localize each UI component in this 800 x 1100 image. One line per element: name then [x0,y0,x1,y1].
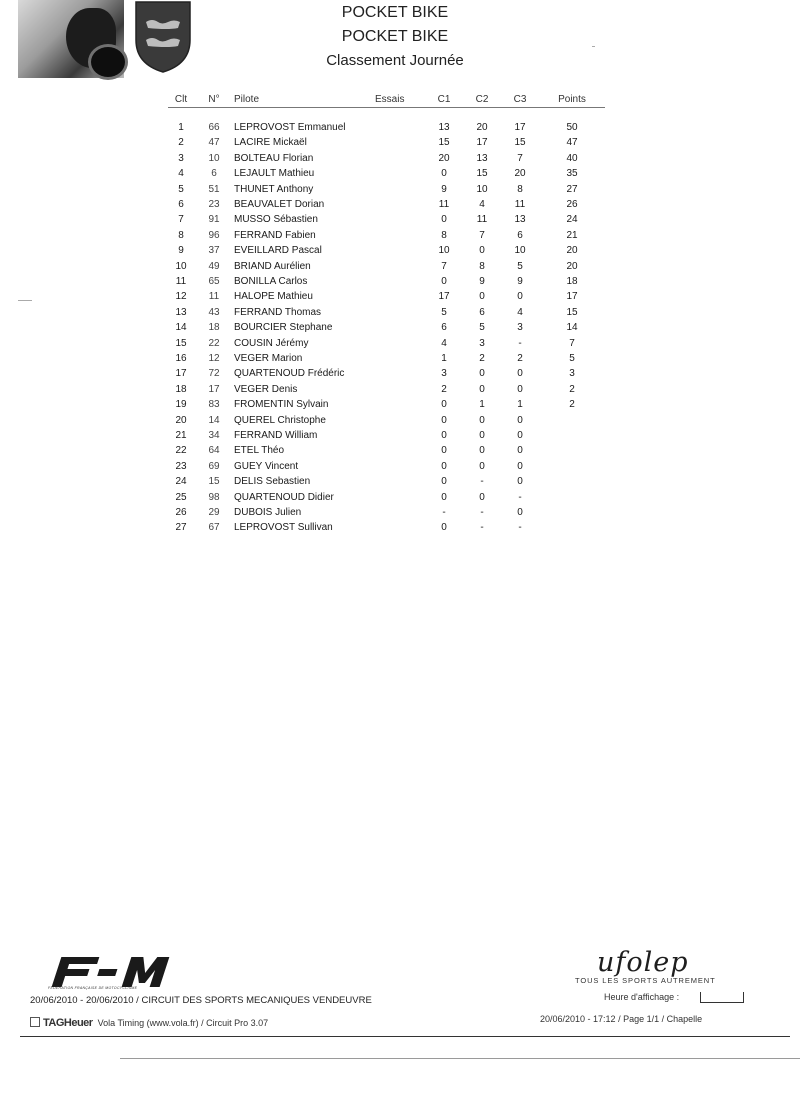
normandy-crest-icon [134,0,192,74]
table-row [0,382,800,397]
cell-pilote: QUARTENOUD Didier [234,491,334,503]
col-header-c3: C3 [513,94,527,105]
table-row [0,320,800,335]
cell-pilote: BONILLA Carlos [234,276,308,287]
header-rule [168,107,605,108]
cell-num: 51 [208,183,220,195]
col-header-points: Points [558,94,586,105]
cell-c3: 10 [514,245,526,257]
cell-num: 64 [208,445,220,457]
table-row [0,459,800,474]
cell-num: 11 [208,291,220,303]
cell-points: 27 [566,183,578,195]
cell-points: 20 [566,260,578,272]
table-row [0,428,800,443]
cell-pilote: EVEILLARD Pascal [234,245,322,257]
cell-c1: 2 [441,383,447,395]
cell-num: 67 [208,522,220,534]
cell-c1: 0 [441,476,447,488]
cell-pilote: BOLTEAU Florian [234,152,314,164]
cell-points: 24 [566,214,578,226]
cell-points: 5 [569,353,575,364]
cell-pilote: DUBOIS Julien [234,507,302,518]
cell-c1: 4 [441,337,447,349]
cell-c3: 0 [517,460,523,472]
cell-pilote: FERRAND Fabien [234,229,316,241]
cell-c3: 0 [517,291,523,303]
cell-clt: 11 [175,276,187,287]
cell-c2: 15 [476,168,488,180]
cell-num: 72 [208,368,220,380]
title-2: POCKET BIKE [341,28,449,45]
cell-clt: 14 [175,322,187,334]
cell-pilote: QUEREL Christophe [234,414,326,426]
cell-clt: 6 [178,199,184,210]
cell-c1: 1 [441,353,447,364]
cell-clt: 2 [178,137,184,149]
cell-c2: 6 [479,306,485,318]
cell-points: 35 [566,168,578,180]
table-row [0,212,800,227]
cell-c1: 17 [438,291,450,303]
cell-c1: 0 [441,276,447,287]
cell-c1: 9 [441,183,447,195]
cell-c2: 7 [479,229,485,241]
cell-c3: 6 [517,229,523,241]
cell-c2: 0 [479,491,485,503]
cell-pilote: VEGER Marion [234,353,303,364]
cell-c1: 0 [441,214,447,226]
cell-c1: 3 [441,368,447,380]
cell-c1: 5 [441,306,447,318]
bike-wheel [88,44,128,80]
cell-num: 10 [208,152,220,164]
cell-c2: 2 [479,353,485,364]
cell-c1: 0 [441,430,447,441]
cell-points: 18 [566,276,578,287]
table-row [0,397,800,412]
table-row [0,366,800,381]
cell-clt: 3 [178,152,184,164]
print-info: 20/06/2010 - 17:12 / Page 1/1 / Chapelle [540,1014,703,1024]
cell-points: 15 [566,306,578,318]
cell-c1: 15 [438,137,450,149]
cell-pilote: VEGER Denis [234,383,298,395]
cell-pilote: LEJAULT Mathieu [234,168,315,180]
cell-c3: 0 [517,445,523,457]
cell-clt: 4 [178,168,184,180]
cell-c2: - [480,507,484,518]
cell-points: 20 [566,245,578,257]
cell-num: 83 [208,399,220,411]
col-header-c2: C2 [475,94,489,105]
cell-pilote: QUARTENOUD Frédéric [234,368,345,380]
tagheuer-icon [30,1017,40,1027]
table-row [0,443,800,458]
cell-c2: 0 [479,430,485,441]
cell-c1: - [442,507,446,518]
table-row [0,182,800,197]
cell-c1: 0 [441,414,447,426]
cell-c2: 3 [479,337,485,349]
cell-c3: 2 [517,353,523,364]
cell-points: 3 [569,368,575,380]
col-header-pilote: Pilote [234,94,260,105]
event-line: 20/06/2010 - 20/06/2010 / CIRCUIT DES SPORTS MECANIQUES VENDEUVRE [30,995,372,1006]
cell-c2: - [480,522,484,534]
cell-pilote: BRIAND Aurélien [234,260,311,272]
cell-points: 17 [566,291,578,303]
table-row [0,520,800,535]
cell-points: 47 [566,137,578,149]
cell-points: 2 [569,383,575,395]
cell-pilote: BOURCIER Stephane [234,322,333,334]
col-header-num: N° [208,94,220,105]
cell-num: 98 [208,491,220,503]
cell-c2: 5 [479,322,485,334]
cell-num: 96 [208,229,220,241]
cell-c1: 8 [441,229,447,241]
cell-clt: 5 [178,183,184,195]
cell-num: 43 [208,306,220,318]
cell-c2: 9 [479,276,485,287]
cell-c3: 0 [517,383,523,395]
cell-c3: - [518,337,522,349]
cell-pilote: FERRAND William [234,430,318,441]
cell-c1: 7 [441,260,447,272]
cell-points: 40 [566,152,578,164]
cell-points: 14 [566,322,578,334]
cell-pilote: ETEL Théo [234,445,285,457]
cell-clt: 27 [175,522,187,534]
cell-num: 17 [208,383,220,395]
pocket-bike-photo [18,0,124,78]
table-row [0,166,800,181]
cell-c3: 0 [517,414,523,426]
table-row [0,351,800,366]
cell-c3: 0 [517,430,523,441]
cell-pilote: LEPROVOST Sullivan [234,522,333,534]
cell-clt: 16 [175,353,187,364]
table-row [0,197,800,212]
cell-points: 26 [566,199,578,210]
tagheuer-brand: TAGHeuer [43,1017,93,1029]
cell-c1: 13 [438,122,450,133]
cell-c2: 0 [479,414,485,426]
cell-clt: 21 [175,430,187,441]
cell-pilote: FERRAND Thomas [234,306,322,318]
cell-pilote: BEAUVALET Dorian [234,199,325,210]
cell-points: 7 [569,337,575,349]
cell-c3: 7 [517,152,523,164]
ffm-tagline: FÉDÉRATION FRANÇAISE DE MOTOCYCLISME [48,986,138,990]
table-row [0,505,800,520]
cell-c3: 0 [517,368,523,380]
cell-c3: 1 [517,399,523,411]
cell-num: 29 [208,507,220,518]
cell-c3: 5 [517,260,523,272]
cell-c1: 0 [441,491,447,503]
cell-c1: 6 [441,322,447,334]
cell-c2: 11 [476,214,488,226]
cell-c2: 13 [476,152,488,164]
cell-num: 65 [208,276,220,287]
cell-c2: 0 [479,291,485,303]
cell-num: 66 [208,122,220,133]
cell-num: 12 [208,353,220,364]
cell-num: 34 [208,430,220,441]
cell-pilote: FROMENTIN Sylvain [234,399,329,411]
col-header-essais: Essais [375,94,405,105]
cell-pilote: GUEY Vincent [234,460,299,472]
cell-c2: 4 [479,199,485,210]
scan-dot [592,46,595,47]
cell-num: 6 [211,168,217,180]
cell-clt: 10 [175,260,187,272]
table-row [0,243,800,258]
title-1: POCKET BIKE [341,4,449,21]
cell-pilote: LACIRE Mickaël [234,137,307,149]
table-row [0,274,800,289]
cell-clt: 12 [175,291,187,303]
cell-clt: 13 [175,306,187,318]
cell-clt: 26 [175,507,187,518]
cell-c1: 0 [441,168,447,180]
cell-clt: 7 [178,214,184,226]
cell-num: 23 [208,199,220,210]
cell-c3: - [518,522,522,534]
scan-mark [18,300,32,301]
cell-num: 18 [208,322,220,334]
cell-c3: 17 [514,122,526,133]
cell-pilote: COUSIN Jérémy [234,337,309,349]
table-row [0,259,800,274]
table-row [0,336,800,351]
cell-c1: 11 [438,199,450,210]
cell-clt: 8 [178,229,184,241]
table-row [0,289,800,304]
cell-num: 15 [208,476,220,488]
cell-num: 49 [208,260,220,272]
col-header-c1: C1 [437,94,451,105]
cell-c2: - [480,476,484,488]
cell-c2: 0 [479,368,485,380]
cell-c3: 3 [517,322,523,334]
col-header-clt: Clt [174,94,188,105]
cell-clt: 24 [175,476,187,488]
cell-points: 50 [566,122,578,133]
cell-c2: 20 [476,122,488,133]
cell-num: 14 [208,414,220,426]
cell-c2: 0 [479,445,485,457]
cell-c1: 0 [441,460,447,472]
cell-clt: 1 [178,122,184,133]
cell-pilote: MUSSO Sébastien [234,214,318,226]
cell-c3: 4 [517,306,523,318]
cell-clt: 15 [175,337,187,349]
cell-clt: 20 [175,414,187,426]
ffm-logo-icon [48,955,188,989]
cell-clt: 18 [175,383,187,395]
cell-clt: 19 [175,399,187,411]
cell-pilote: LEPROVOST Emmanuel [234,122,346,133]
cell-c3: 9 [517,276,523,287]
table-row [0,151,800,166]
ufolep-logo: ufolep [597,947,689,978]
cell-c3: - [518,491,522,503]
page-subtitle: Classement Journée [326,52,464,69]
cell-c2: 0 [479,245,485,257]
cell-c2: 0 [479,460,485,472]
cell-c2: 17 [476,137,488,149]
cell-clt: 22 [175,445,187,457]
table-row [0,490,800,505]
cell-num: 37 [208,245,220,257]
cell-c2: 8 [479,260,485,272]
cell-c3: 11 [514,199,526,210]
table-row [0,413,800,428]
heure-affichage-label: Heure d'affichage : [604,992,680,1002]
cell-clt: 9 [178,245,184,257]
timing-line-wrapper [30,1017,268,1029]
cell-c1: 20 [438,152,450,164]
cell-num: 69 [208,460,220,472]
cell-pilote: HALOPE Mathieu [234,291,313,303]
cell-c1: 0 [441,399,447,411]
cell-c3: 0 [517,507,523,518]
heure-affichage-box [700,992,744,1003]
cell-c3: 15 [514,137,526,149]
table-row [0,474,800,489]
cell-clt: 23 [175,460,187,472]
cell-pilote: DELIS Sebastien [234,476,311,488]
footer-rule [20,1036,790,1037]
cell-c2: 10 [476,183,488,195]
footer-rule-2 [120,1058,800,1059]
cell-c3: 13 [514,214,526,226]
cell-points: 21 [566,229,578,241]
cell-c3: 20 [514,168,526,180]
cell-c3: 0 [517,476,523,488]
cell-clt: 25 [175,491,187,503]
cell-num: 47 [208,137,220,149]
cell-c1: 0 [441,445,447,457]
timing-line: Vola Timing (www.vola.fr) / Circuit Pro 3.07 [97,1018,269,1028]
cell-c3: 8 [517,183,523,195]
table-row [0,305,800,320]
cell-c2: 1 [479,399,485,411]
cell-points: 2 [569,399,575,411]
cell-pilote: THUNET Anthony [234,183,314,195]
cell-clt: 17 [175,368,187,380]
cell-num: 91 [208,214,220,226]
table-row [0,135,800,150]
table-row [0,228,800,243]
cell-c1: 10 [438,245,450,257]
cell-c2: 0 [479,383,485,395]
cell-num: 22 [208,337,220,349]
cell-c1: 0 [441,522,447,534]
ufolep-tagline: TOUS LES SPORTS AUTREMENT [575,976,716,985]
table-row [0,120,800,135]
